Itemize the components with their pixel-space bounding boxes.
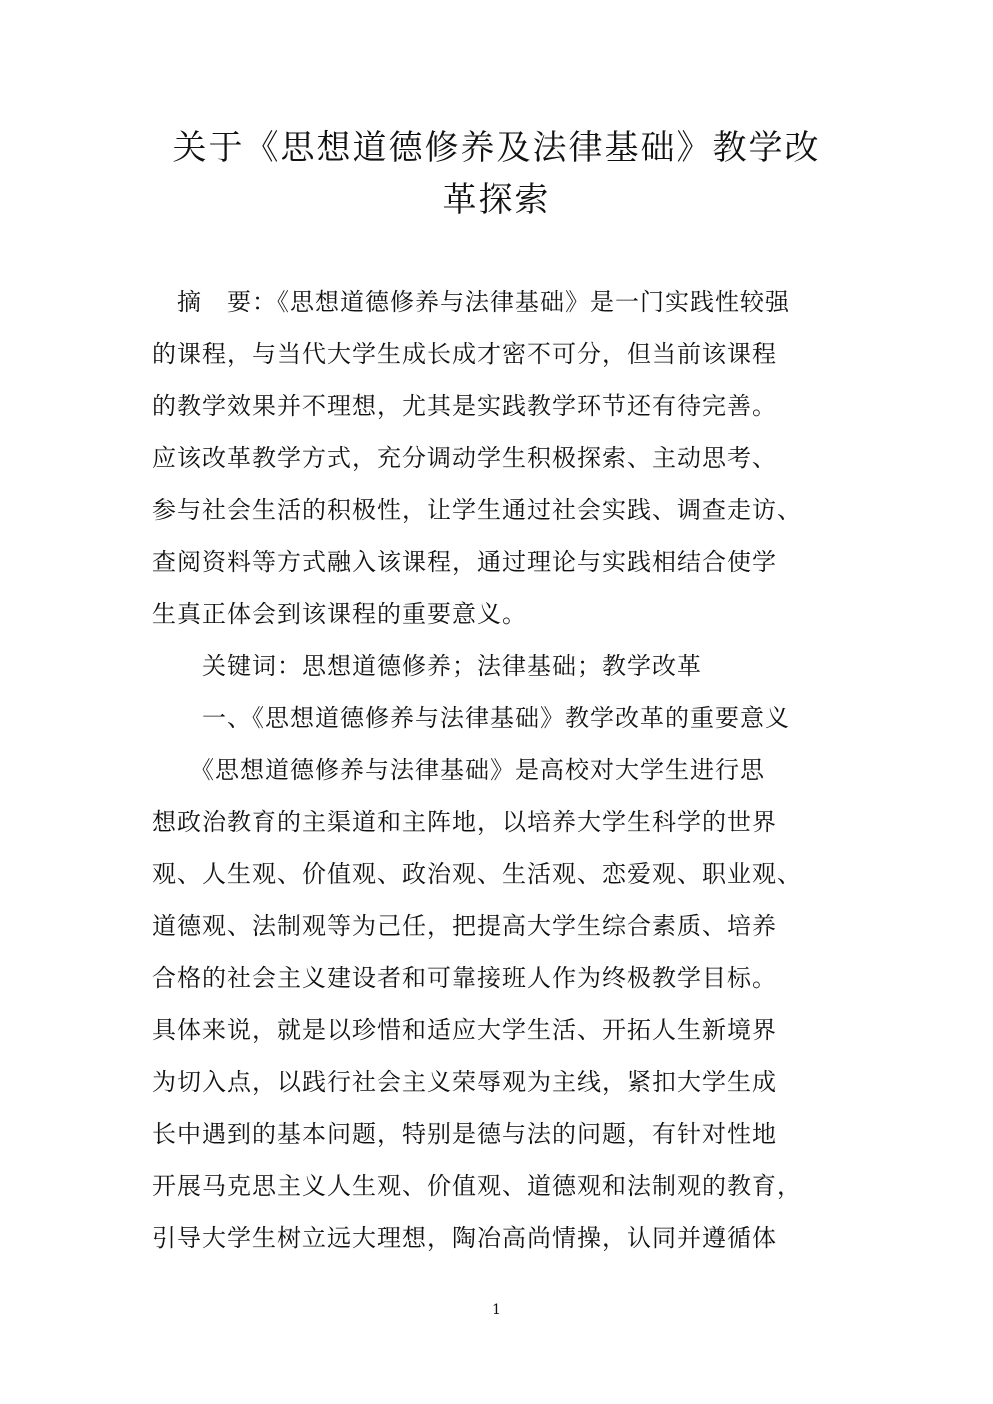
abstract-line: 应该改革教学方式，充分调动学生积极探索、主动思考、 <box>152 444 777 472</box>
body-line: 《思想道德修养与法律基础》是高校对大学生进行思 <box>152 756 765 784</box>
body-line: 想政治教育的主渠道和主阵地，以培养大学生科学的世界 <box>152 808 777 836</box>
body-line: 引导大学生树立远大理想，陶冶高尚情操，认同并遵循体 <box>152 1224 777 1252</box>
document-title-line-1: 关于《思想道德修养及法律基础》教学改 <box>172 128 821 168</box>
page-number: 1 <box>492 1302 501 1318</box>
abstract-line: 参与社会生活的积极性，让学生通过社会实践、调查走访、 <box>152 496 802 524</box>
body-line: 具体来说，就是以珍惜和适应大学生活、开拓人生新境界 <box>152 1016 777 1044</box>
abstract-line: 的课程，与当代大学生成长成才密不可分，但当前该课程 <box>152 340 777 368</box>
body-line: 合格的社会主义建设者和可靠接班人作为终极教学目标。 <box>152 964 777 992</box>
document-title-line-2: 革探索 <box>442 180 551 220</box>
body-line: 观、人生观、价值观、政治观、生活观、恋爱观、职业观、 <box>152 860 802 888</box>
abstract-line: 摘 要：《思想道德修养与法律基础》是一门实践性较强 <box>152 288 790 316</box>
abstract-line: 生真正体会到该课程的重要意义。 <box>152 600 527 628</box>
body-line: 道德观、法制观等为己任，把提高大学生综合素质、培养 <box>152 912 777 940</box>
body-line: 开展马克思主义人生观、价值观、道德观和法制观的教育， <box>152 1172 802 1200</box>
abstract-line: 的教学效果并不理想，尤其是实践教学环节还有待完善。 <box>152 392 777 420</box>
keywords-line: 关键词：思想道德修养；法律基础；教学改革 <box>152 652 702 680</box>
body-line: 为切入点，以践行社会主义荣辱观为主线，紧扣大学生成 <box>152 1068 777 1096</box>
section-heading: 一、《思想道德修养与法律基础》教学改革的重要意义 <box>152 704 790 732</box>
abstract-line: 查阅资料等方式融入该课程，通过理论与实践相结合使学 <box>152 548 777 576</box>
body-line: 长中遇到的基本问题，特别是德与法的问题，有针对性地 <box>152 1120 777 1148</box>
